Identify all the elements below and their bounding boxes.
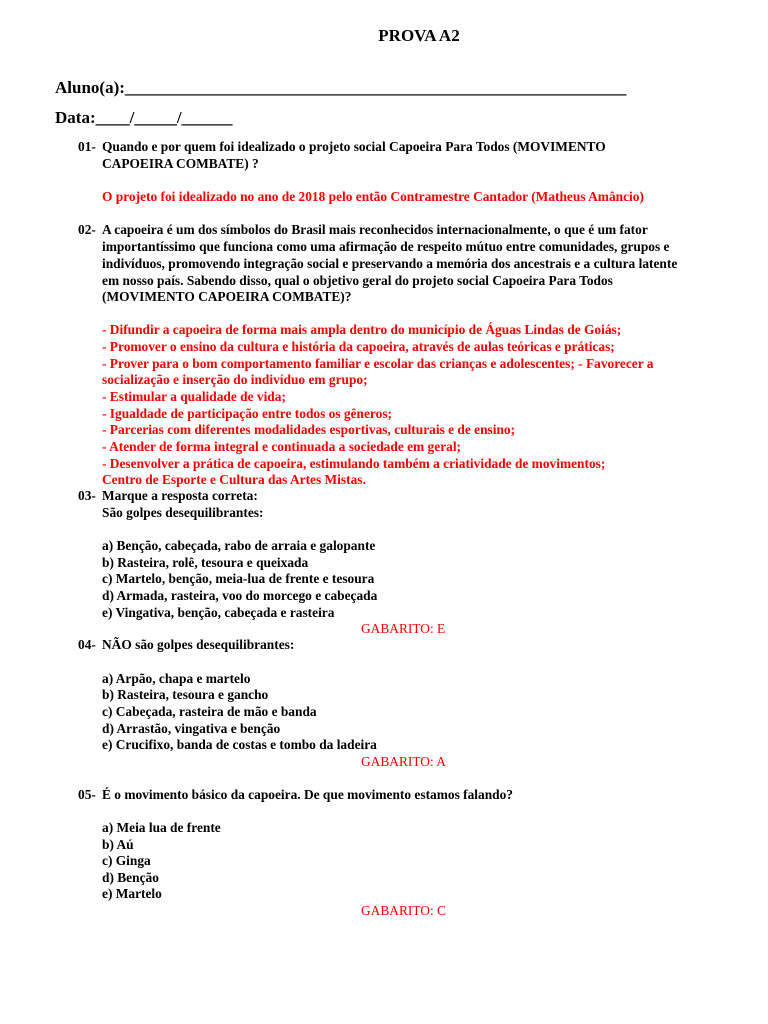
question-text: Marque a resposta correta: bbox=[102, 488, 258, 503]
answer-line: socialização e inserção do indivíduo em grupo; bbox=[102, 372, 368, 387]
option-d: d) Arrastão, vingativa e benção bbox=[102, 721, 281, 736]
question-text: A capoeira é um dos símbolos do Brasil mais reconhecidos internacionalmente, o que é um fator bbox=[102, 222, 648, 237]
answer-line: - Desenvolver a prática de capoeira, estimulando também a criatividade de movimentos; bbox=[102, 456, 606, 471]
answer-key: GABARITO: C bbox=[361, 903, 446, 918]
answer-line: - Difundir a capoeira de forma mais ampla dentro do município de Águas Lindas de Goiás; bbox=[102, 322, 622, 337]
question-text: É o movimento básico da capoeira. De que movimento estamos falando? bbox=[102, 787, 513, 802]
question-text: Quando e por quem foi idealizado o projeto social Capoeira Para Todos (MOVIMENTO bbox=[102, 139, 606, 154]
answer-key: GABARITO: E bbox=[361, 621, 446, 636]
answer-line: - Atender de forma integral e continuada a sociedade em geral; bbox=[102, 439, 462, 454]
option-c: c) Cabeçada, rasteira de mão e banda bbox=[102, 704, 317, 719]
question-number: 04- bbox=[78, 637, 96, 652]
option-b: b) Aú bbox=[102, 837, 134, 852]
question-text: (MOVIMENTO CAPOEIRA COMBATE)? bbox=[102, 289, 352, 304]
question-text: indivíduos, promovendo integração social e preservando a memória dos ancestrais e a cultura latente bbox=[102, 256, 678, 271]
option-a: a) Benção, cabeçada, rabo de arraia e galopante bbox=[102, 538, 376, 553]
option-e: e) Martelo bbox=[102, 886, 162, 901]
option-b: b) Rasteira, rolê, tesoura e queixada bbox=[102, 555, 309, 570]
answer-line: - Parcerias com diferentes modalidades esportivas, culturais e de ensino; bbox=[102, 422, 516, 437]
question-number: 05- bbox=[78, 787, 96, 802]
answer-text: O projeto foi idealizado no ano de 2018 pelo então Contramestre Cantador (Matheus Amâncio) bbox=[102, 189, 644, 204]
option-e: e) Crucifixo, banda de costas e tombo da ladeira bbox=[102, 737, 377, 752]
question-number: 01- bbox=[78, 139, 96, 154]
answer-line: - Prover para o bom comportamento familiar e escolar das crianças e adolescentes; - Favorecer a bbox=[102, 356, 654, 371]
date-field[interactable]: Data:____/_____/______ bbox=[55, 108, 233, 127]
option-e: e) Vingativa, benção, cabeçada e rasteira bbox=[102, 605, 335, 620]
question-number: 02- bbox=[78, 222, 96, 237]
answer-line: - Estimular a qualidade de vida; bbox=[102, 389, 286, 404]
question-text: em nosso país. Sabendo disso, qual o objetivo geral do projeto social Capoeira Para Todos bbox=[102, 273, 613, 288]
question-number: 03- bbox=[78, 488, 96, 503]
option-b: b) Rasteira, tesoura e gancho bbox=[102, 687, 269, 702]
option-c: c) Martelo, benção, meia-lua de frente e tesoura bbox=[102, 571, 375, 586]
option-d: d) Benção bbox=[102, 870, 159, 885]
answer-line: - Promover o ensino da cultura e história da capoeira, através de aulas teóricas e práticas; bbox=[102, 339, 615, 354]
option-a: a) Arpão, chapa e martelo bbox=[102, 671, 251, 686]
question-text: NÃO são golpes desequilibrantes: bbox=[102, 637, 295, 652]
student-name-field[interactable]: Aluno(a):___________________________________________________________ bbox=[55, 78, 627, 97]
option-d: d) Armada, rasteira, voo do morcego e cabeçada bbox=[102, 588, 378, 603]
question-text: importantíssimo que funciona como uma afirmação de respeito mútuo entre comunidades, grupos e bbox=[102, 239, 670, 254]
question-subtext: São golpes desequilibrantes: bbox=[102, 505, 264, 520]
question-text: CAPOEIRA COMBATE) ? bbox=[102, 156, 259, 171]
option-c: c) Ginga bbox=[102, 853, 151, 868]
answer-key: GABARITO: A bbox=[361, 754, 446, 769]
answer-line: Centro de Esporte e Cultura das Artes Mistas. bbox=[102, 472, 366, 487]
page-title: PROVA A2 bbox=[378, 26, 460, 45]
option-a: a) Meia lua de frente bbox=[102, 820, 221, 835]
answer-line: - Igualdade de participação entre todos os gêneros; bbox=[102, 406, 392, 421]
